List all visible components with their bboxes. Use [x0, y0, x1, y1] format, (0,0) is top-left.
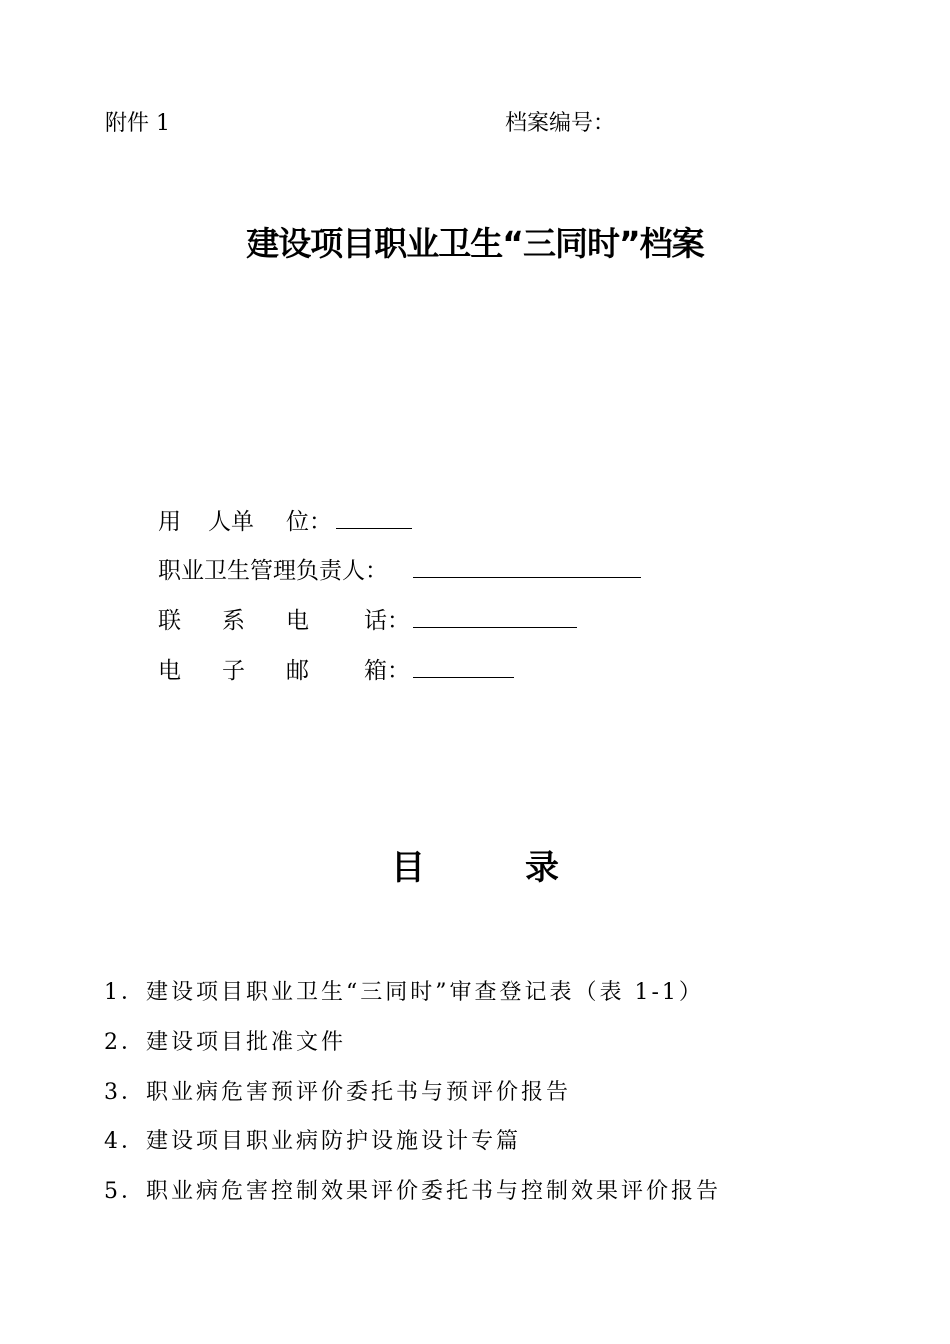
archive-number-label: 档案编号：: [505, 111, 616, 136]
field-phone: [158, 602, 577, 635]
toc-item: 3．职业病危害预评价委托书与预评价报告: [104, 1080, 571, 1105]
field-employer-label: 用 人单 位：: [158, 509, 332, 535]
field-manager-line[interactable]: [413, 555, 641, 578]
toc-item: 1．建设项目职业卫生“三同时”审查登记表（表 1-1）: [104, 980, 704, 1005]
field-email: [158, 652, 514, 685]
field-manager: [158, 552, 641, 585]
field-phone-label: 联 系 电 话：: [158, 608, 410, 634]
toc-title-right: 录: [525, 848, 559, 888]
document-title: 建设项目职业卫生“三同时”档案: [246, 224, 704, 263]
field-phone-line[interactable]: [413, 605, 577, 628]
attachment-label: 附件 1: [105, 111, 170, 136]
field-email-line[interactable]: [413, 655, 514, 678]
field-employer-line[interactable]: [336, 506, 412, 529]
field-manager-label: 职业卫生管理负责人：: [158, 558, 388, 584]
toc-item: 2．建设项目批准文件: [104, 1030, 346, 1055]
field-employer: [158, 503, 412, 536]
toc-title: [0, 840, 950, 889]
toc-title-left: 目: [391, 848, 425, 888]
toc-item: 4．建设项目职业病防护设施设计专篇: [104, 1129, 521, 1154]
toc-item: 5．职业病危害控制效果评价委托书与控制效果评价报告: [104, 1179, 721, 1204]
field-email-label: 电 子 邮 箱：: [158, 658, 410, 684]
